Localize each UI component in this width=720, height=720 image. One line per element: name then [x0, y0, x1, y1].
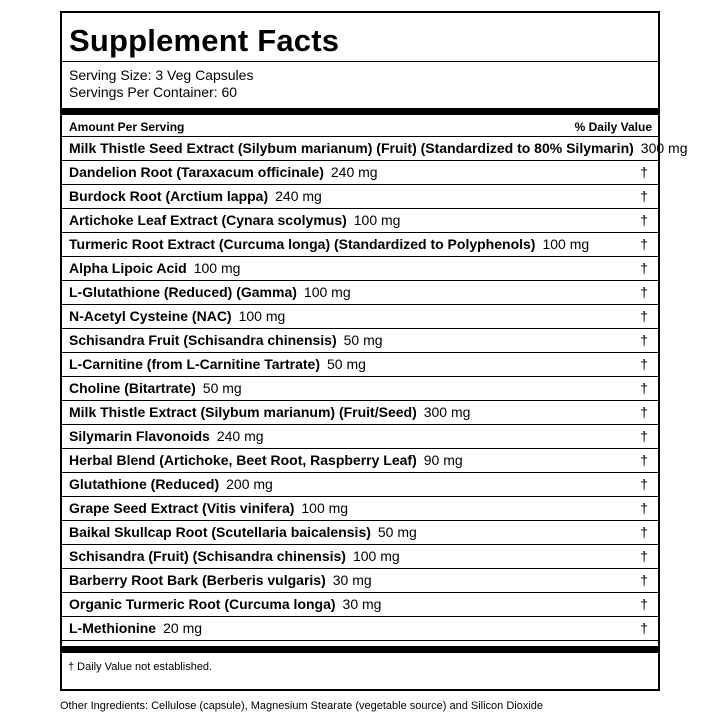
ingredient-name-text: Organic Turmeric Root (Curcuma longa) — [69, 596, 336, 612]
ingredient-name-text: Herbal Blend (Artichoke, Beet Root, Raspberry Leaf) — [69, 452, 417, 468]
footnote-divider — [62, 646, 658, 653]
ingredient-name — [69, 305, 285, 328]
ingredient-name — [69, 281, 351, 304]
daily-value-mark: † — [640, 212, 648, 228]
ingredient-name — [69, 521, 417, 544]
ingredient-name-text: Barberry Root Bark (Berberis vulgaris) — [69, 572, 326, 588]
ingredient-name-text: Choline (Bitartrate) — [69, 380, 196, 396]
ingredient-list — [62, 136, 688, 640]
ingredient-amount: 100 mg — [353, 212, 401, 228]
daily-value-mark: † — [640, 332, 648, 348]
ingredient-amount: 100 mg — [352, 548, 400, 564]
ingredient-amount: 240 mg — [275, 188, 322, 204]
ingredient-amount: 50 mg — [326, 356, 366, 372]
ingredient-row — [62, 304, 658, 328]
ingredient-name-text: Silymarin Flavonoids — [69, 428, 210, 444]
ingredient-amount: 100 mg — [193, 260, 241, 276]
ingredient-name-text: Milk Thistle Extract (Silybum marianum) (Fruit/Seed) — [69, 404, 417, 420]
daily-value-mark: † — [640, 404, 648, 420]
serving-divider — [62, 108, 658, 115]
ingredient-amount: 100 mg — [303, 284, 351, 300]
panel-title: Supplement Facts — [69, 23, 340, 58]
ingredient-row — [62, 496, 658, 520]
daily-value-mark: † — [640, 164, 648, 180]
ingredient-name — [69, 473, 273, 496]
supplement-facts-panel — [60, 11, 688, 691]
daily-value-mark: † — [640, 308, 648, 324]
ingredient-name-text: Grape Seed Extract (Vitis vinifera) — [69, 500, 295, 516]
servings-per-container: Servings Per Container: 60 — [69, 84, 238, 100]
serving-info — [62, 62, 658, 108]
daily-value-mark: † — [640, 188, 648, 204]
ingredient-amount: 30 mg — [332, 572, 372, 588]
ingredient-name — [69, 449, 463, 472]
ingredient-name — [69, 185, 322, 208]
daily-value-mark: † — [640, 524, 648, 540]
ingredient-name-text: Artichoke Leaf Extract (Cynara scolymus) — [69, 212, 347, 228]
amount-per-serving-label: Amount Per Serving — [69, 120, 185, 134]
ingredient-name-text: Turmeric Root Extract (Curcuma longa) (Standardized to Polyphenols) — [69, 236, 536, 252]
ingredient-amount: 300 mg — [640, 140, 688, 156]
footnote: † Daily Value not established. — [68, 661, 213, 673]
ingredient-row — [62, 160, 658, 184]
ingredient-amount: 50 mg — [202, 380, 242, 396]
daily-value-mark: † — [640, 260, 648, 276]
ingredient-name — [69, 401, 470, 424]
ingredient-name — [69, 593, 381, 616]
ingredient-name-text: Schisandra Fruit (Schisandra chinensis) — [69, 332, 337, 348]
serving-size: Serving Size: 3 Veg Capsules — [69, 67, 254, 83]
ingredient-amount: 50 mg — [377, 524, 417, 540]
ingredient-amount: 240 mg — [330, 164, 378, 180]
ingredient-amount: 300 mg — [423, 404, 471, 420]
ingredient-row — [62, 616, 658, 640]
ingredient-name-text: Alpha Lipoic Acid — [69, 260, 187, 276]
ingredient-name — [69, 329, 383, 352]
daily-value-label: % Daily Value — [574, 120, 652, 134]
ingredient-name — [69, 377, 242, 400]
ingredient-row — [62, 424, 658, 448]
ingredient-name — [69, 209, 400, 232]
ingredient-row — [62, 184, 658, 208]
ingredient-name-text: Glutathione (Reduced) — [69, 476, 220, 492]
ingredient-row — [62, 568, 658, 592]
ingredient-amount: 100 mg — [238, 308, 286, 324]
ingredient-row — [62, 328, 658, 352]
ingredient-name-text: L-Carnitine (from L-Carnitine Tartrate) — [69, 356, 320, 372]
ingredient-row — [62, 232, 658, 256]
ingredient-amount: 200 mg — [226, 476, 273, 492]
ingredient-row — [62, 280, 658, 304]
ingredient-row — [62, 472, 658, 496]
ingredient-row — [62, 448, 658, 472]
ingredient-row — [62, 256, 658, 280]
ingredient-name — [69, 353, 366, 376]
ingredient-name-text: Milk Thistle Seed Extract (Silybum marianum) (Fruit) (Standardized to 80% Silymarin) — [69, 140, 634, 156]
daily-value-mark: † — [640, 500, 648, 516]
daily-value-mark: † — [640, 476, 648, 492]
daily-value-mark: † — [640, 428, 648, 444]
daily-value-mark: † — [640, 356, 648, 372]
ingredient-name — [69, 425, 264, 448]
ingredient-row — [62, 544, 658, 568]
ingredient-name — [69, 617, 202, 640]
ingredient-amount: 100 mg — [301, 500, 349, 516]
daily-value-mark: † — [640, 236, 648, 252]
ingredient-amount: 50 mg — [343, 332, 383, 348]
ingredient-row — [62, 520, 658, 544]
ingredient-amount: 30 mg — [342, 596, 382, 612]
ingredient-name — [69, 161, 378, 184]
ingredient-amount: 20 mg — [163, 620, 203, 636]
ingredient-row — [62, 592, 658, 616]
daily-value-mark: † — [640, 548, 648, 564]
ingredient-name-text: L-Glutathione (Reduced) (Gamma) — [69, 284, 297, 300]
ingredient-name-text: Baikal Skullcap Root (Scutellaria baicalensis) — [69, 524, 371, 540]
daily-value-mark: † — [640, 380, 648, 396]
other-ingredients: Other Ingredients: Cellulose (capsule), Magnesium Stearate (vegetable source) and Silicon Dioxide — [60, 700, 544, 712]
ingredient-amount: 240 mg — [216, 428, 264, 444]
daily-value-mark: † — [640, 572, 648, 588]
ingredient-row — [62, 208, 658, 232]
ingredient-name-text: N-Acetyl Cysteine (NAC) — [69, 308, 232, 324]
column-header — [62, 115, 658, 136]
ingredient-name — [69, 545, 400, 568]
daily-value-mark: † — [640, 452, 648, 468]
ingredient-row — [62, 136, 688, 160]
ingredient-name-text: L-Methionine — [69, 620, 157, 636]
ingredient-amount: 100 mg — [542, 236, 590, 252]
ingredient-row — [62, 376, 658, 400]
ingredient-row — [62, 352, 658, 376]
daily-value-mark: † — [640, 596, 648, 612]
daily-value-mark: † — [640, 620, 648, 636]
ingredient-name — [69, 497, 348, 520]
ingredient-name — [69, 257, 240, 280]
ingredient-name — [69, 569, 372, 592]
ingredient-name-text: Schisandra (Fruit) (Schisandra chinensis) — [69, 548, 346, 564]
ingredient-row — [62, 400, 658, 424]
ingredient-amount: 90 mg — [423, 452, 463, 468]
ingredient-name-text: Burdock Root (Arctium lappa) — [69, 188, 269, 204]
ingredient-name — [69, 137, 687, 160]
ingredient-name — [69, 233, 589, 256]
ingredient-name-text: Dandelion Root (Taraxacum officinale) — [69, 164, 324, 180]
daily-value-mark: † — [640, 284, 648, 300]
